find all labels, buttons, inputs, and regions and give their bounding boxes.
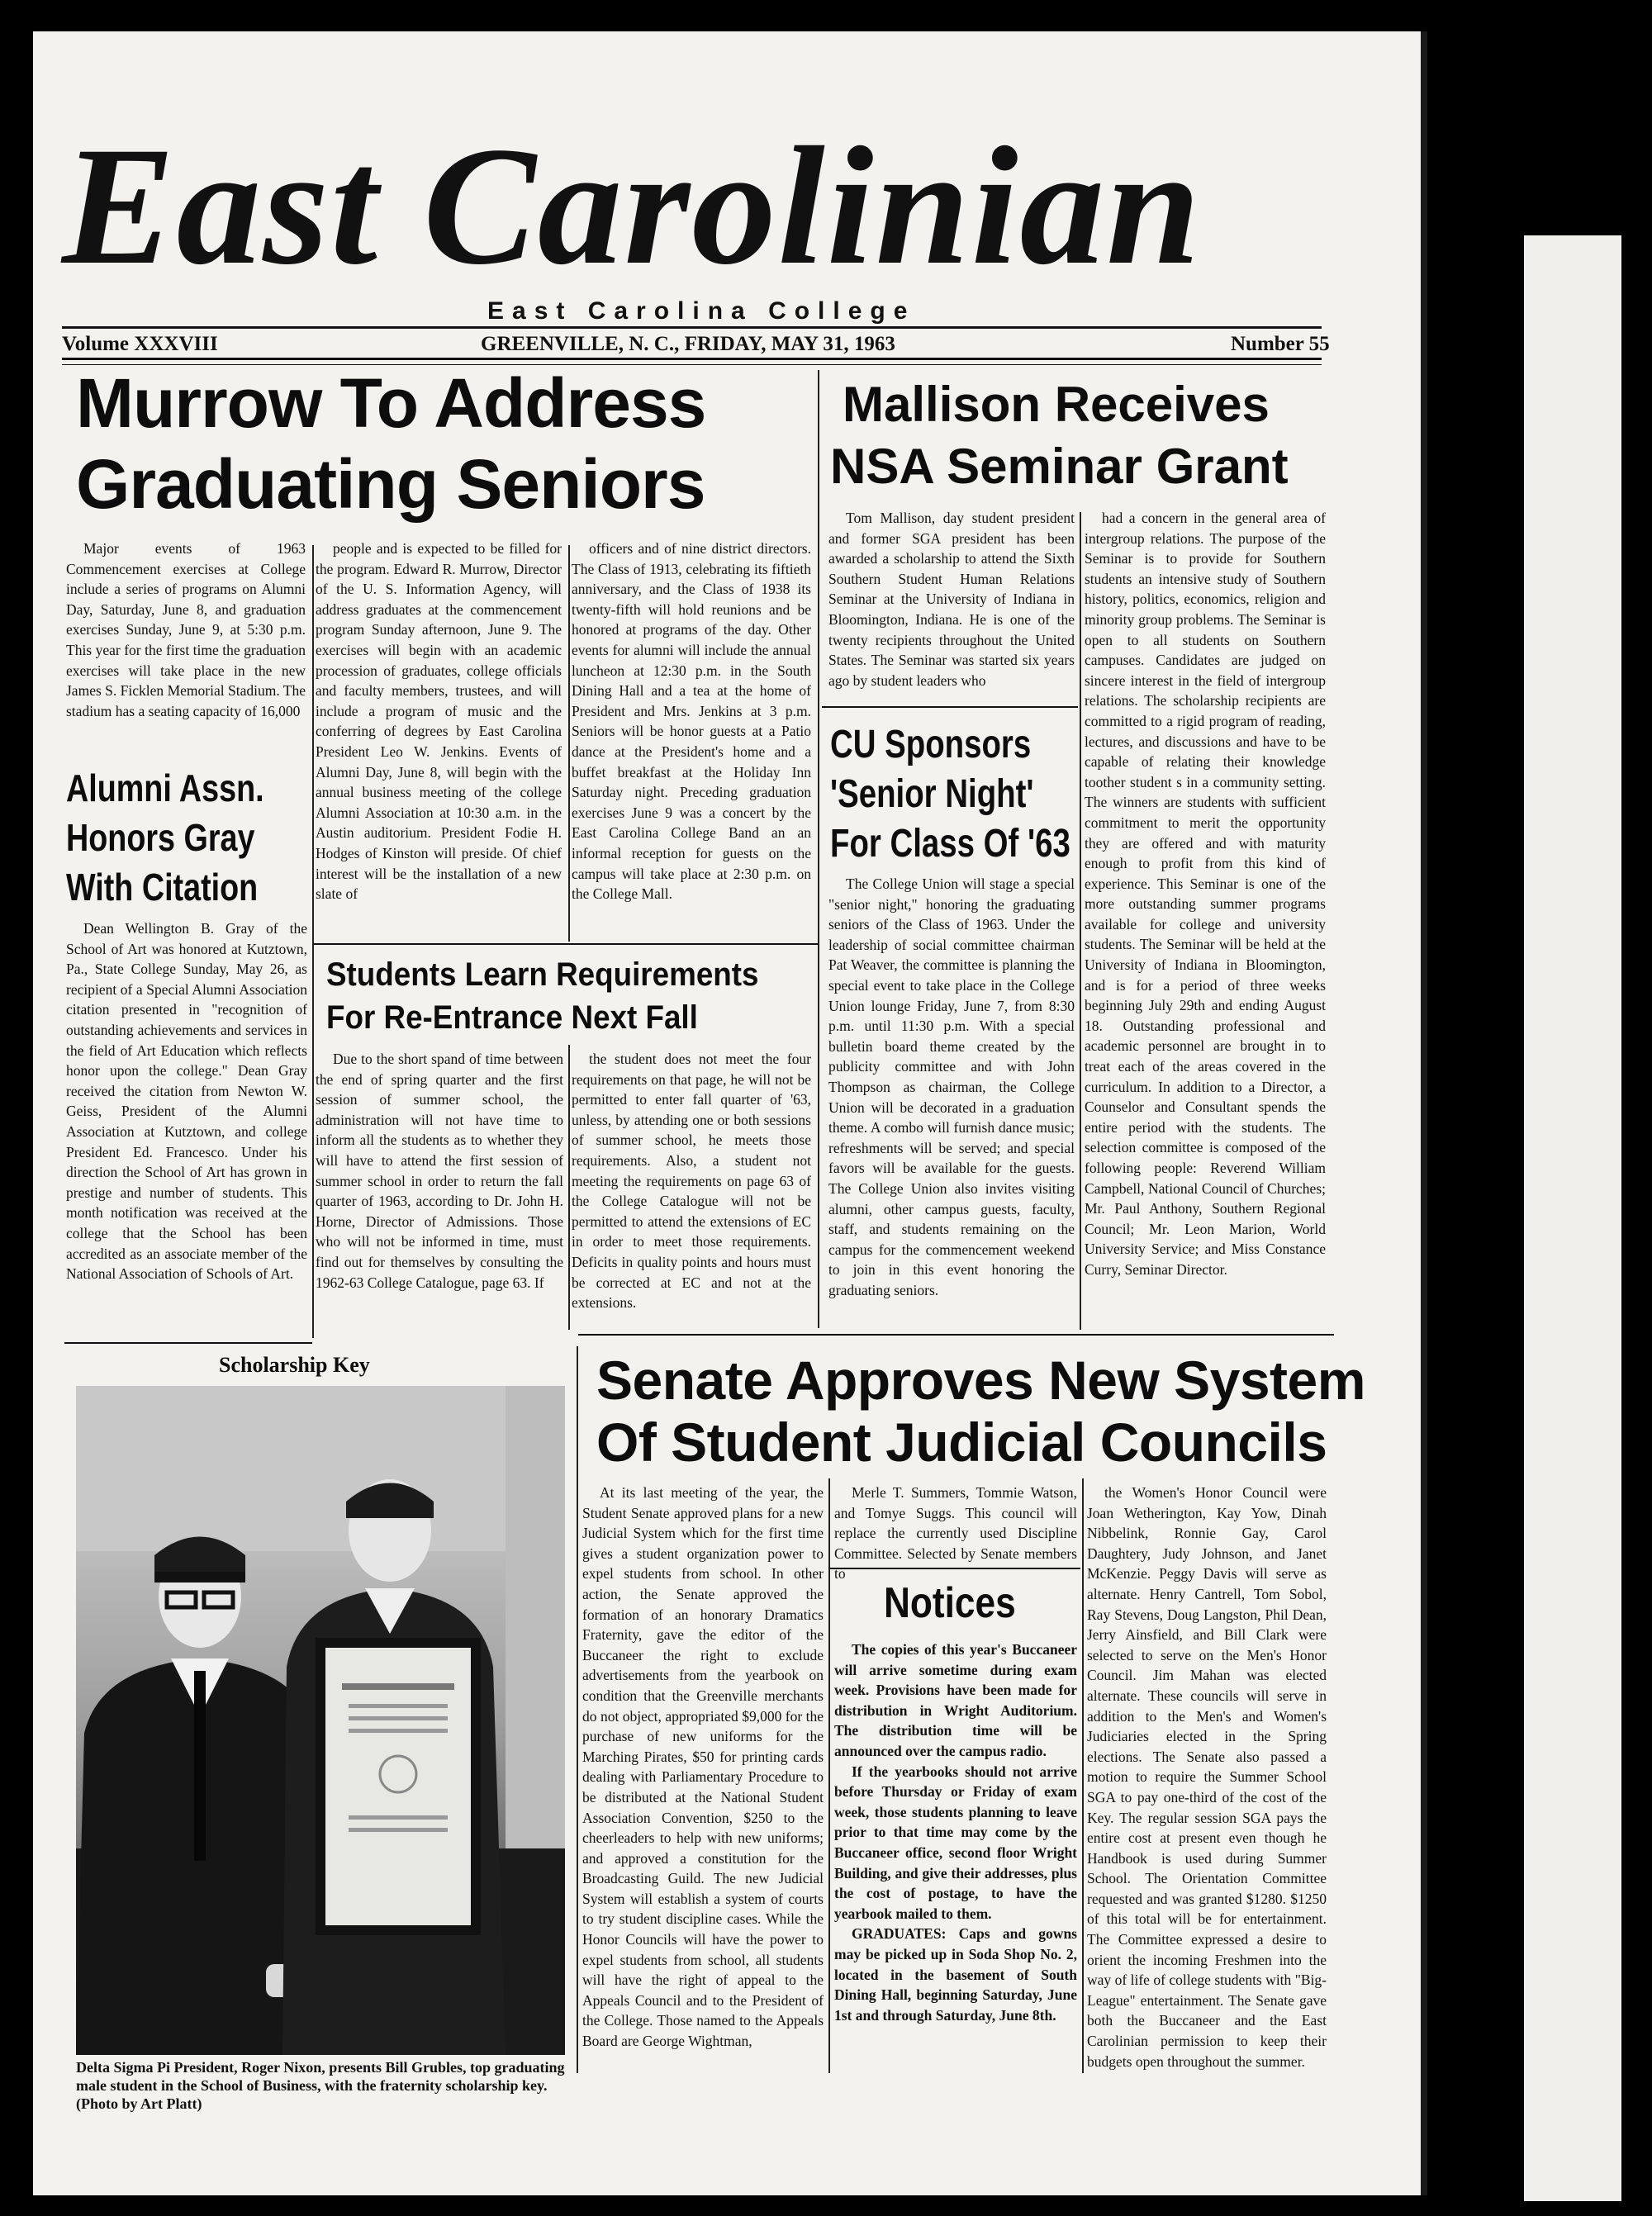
dateline: GREENVILLE, N. C., FRIDAY, MAY 31, 1963 <box>481 333 895 355</box>
masthead-rule-top <box>62 326 1322 329</box>
cu-body-text: The College Union will stage a special "senior night," honoring the graduating seniors of the Class of 1963. Under the leadership of social committee chairman Pat Weaver, the committee is planning the special event to take place in the College Union lounge Friday, June 7, from 8:30 p.m. until 11:30 p.m. With a special bulletin board theme created by the publicity committee and with John Thompson as chairman, the College Union will be decorated in a graduation theme. A combo will furnish dance music; refreshments will be served; and special favors will be available for the guests. The College Union also invites visiting alumni, other campus guests, faculty, staff, and students remaining on the campus for the commencement weekend to join in this event honoring the graduating seniors. <box>828 875 1075 1298</box>
binding-edge <box>1421 31 1427 2195</box>
murrow-col-3 <box>572 539 811 942</box>
notice-caps-gowns: GRADUATES: Caps and gowns may be picked up in Soda Shop No. 2, located in the basement of South Dining Hall, beginning Saturday, June 1st and through Saturday, June 8th. <box>834 1925 1077 2024</box>
murrow-headline-2: Graduating Seniors <box>76 445 705 523</box>
adjacent-page-edge <box>1524 235 1621 2201</box>
mallison-headline-1: Mallison Receives <box>843 377 1270 432</box>
column-rule <box>1080 512 1081 1330</box>
mallison-col-1 <box>828 508 1075 705</box>
section-rule <box>822 706 1078 708</box>
murrow-col-1-text: Major events of 1963 Commencement exercises at College include a series of programs on Alumni Day, Saturday, June 8, and graduation exercises Sunday, June 9, at 5:30 p.m. This year for the first time the graduation exercises will take place in the new James S. Ficklen Memorial Stadium. The stadium has a seating capacity of 16,000 <box>66 540 306 719</box>
senate-col-2-top-text: Merle T. Summers, Tommie Watson, and Tomye Suggs. This council will replace the currently used Discipline Committee. Selected by Senate members to <box>834 1484 1077 1583</box>
volume-label: Volume XXXVIII <box>62 333 218 355</box>
section-rule <box>64 1342 312 1344</box>
masthead-title: East Carolinian <box>62 112 1203 300</box>
section-rule <box>314 943 818 945</box>
mallison-col-2-text: had a concern in the general area of intergroup relations. The purpose of the Seminar is to provide for Southern students an intensive study of Southern history, politics, economics, religion and minority group problems. The Seminar is open to all students on Southern campuses. Candidates are judged on sincere interest in the field of intergroup relations. The scholarship recipients are committed to a rigid program of reading, lectures, and discussions and have to be capable of relating their knowledge toother student s in a community setting. The winners are students with sufficient commitment to merit the opportunity they are offered and with maturity enough to profit from this kind of experience. This Seminar is one of the more outstanding summer programs available for college and university students. The Seminar will be held at the University of Indiana in Bloomington, and is for a period of three weeks beginning July 29th and ending August 18. Outstanding professional and academic personnel are brought in to treat each of the areas covered in the curriculum. In addition to a Director, a Counselor and Consultant spends the entire period with the students. The selection committee is composed of the following people: Reverend William Campbell, National Council of Churches; Mr. Paul Anthony, Southern Regional Council; Mr. Leon Marion, World University Service; and Miss Constance Curry, Seminar Director. <box>1085 510 1326 1278</box>
column-rule <box>818 370 819 1328</box>
cu-body <box>828 874 1075 1330</box>
photo-title: Scholarship Key <box>219 1353 370 1377</box>
mallison-col-1-text: Tom Mallison, day student president and former SGA president has been awarded a scholarship to attend the Sixth Southern Student Human Relations Seminar at the University of Indiana in Bloomington, Indiana. He is one of the twenty recipients throughout the United States. The Seminar was started six years ago by student leaders who <box>828 510 1075 689</box>
murrow-col-2 <box>316 539 562 942</box>
alumni-headline-3: With Citation <box>66 866 259 909</box>
photo-credit: (Photo by Art Platt) <box>76 2095 202 2112</box>
section-rule <box>578 1334 1334 1336</box>
cu-headline-1: CU Sponsors <box>830 723 1032 766</box>
murrow-col-3-text: officers and of nine district directors. The Class of 1913, celebrating its fiftieth anniversary, and the Class of 1938 its twenty-fifth will hold reunions and be honored at programs of the day. Other events for alumni will include the annual luncheon at 12:30 p.m. in the South Dining Hall and a tea at the home of President and Mrs. Jenkins at 3 p.m. Seniors will be honor guests at a Patio dance at the President's home and a buffet breakfast at the Holiday Inn Saturday night. Preceding graduation exercises June 9 was a concert by the East Carolina College Band an an informal reception for guests on the campus will take place at 2:30 p.m. on the College Mall. <box>572 540 811 903</box>
masthead-college: East Carolina College <box>487 297 916 325</box>
notices-headline: Notices <box>884 1579 1016 1627</box>
cu-headline-2: 'Senior Night' <box>830 772 1034 816</box>
photo-caption <box>76 2058 572 2113</box>
murrow-col-2-text: people and is expected to be filled for the program. Edward R. Murrow, Director of the U. S. Information Agency, will address graduates at the commencement program Sunday afternoon, June 9. The exercises will begin with an academic procession of graduates, college officials and faculty members, trustees, and will include a program of music and the conferring of degrees by East Carolina President Leo W. Jenkins. Events of Alumni Day, June 8, will begin with the annual business meeting of the college Alumni Association at 10:30 a.m. in the Austin auditorium. President Fodie H. Hodges of Kinston will preside. Of chief interest will be the installation of a new slate of <box>316 540 562 903</box>
notice-yearbook-mailing: If the yearbooks should not arrive before Thursday or Friday of exam week, those students planning to leave prior to that time may come by the Buccaneer office, second floor Wright Building, and give their addresses, plus the cost of postage, to have the yearbook mailed to them. <box>834 1763 1077 1922</box>
reentrance-headline-1: Students Learn Requirements <box>326 956 759 993</box>
column-rule <box>312 545 314 1338</box>
senate-headline-2: Of Student Judicial Councils <box>596 1412 1327 1473</box>
alumni-headline-1: Alumni Assn. <box>66 766 264 809</box>
column-rule <box>568 1045 570 1330</box>
senate-col-1-text: At its last meeting of the year, the Student Senate approved plans for a new Judicial System which for the first time gives a student organization power to expel students from school. In other action, the Senate approved the formation of an honorary Dramatics Fraternity, gave the editor of the Buccaneer the right to exclude advertisements from the yearbook on condition that the Greenville merchants do not object, appropriated $9,000 for the purchase of new uniforms for the Marching Pirates, $50 for printing cards dealing with Parliamentary Procedure to be distributed at the National Student Association Convention, $250 to the cheerleaders to help with new uniforms; and approved a constitution for the Broadcasting Guild. The new Judicial System will establish a system of courts to try student discipline cases. While the Honor Councils will have the power to expel students from school, all students will have the right of appeal to the Appeals Council and to the President of the College. Those named to the Appeals Board are George Wightman, <box>582 1484 824 2050</box>
cu-headline-3: For Class Of '63 <box>830 822 1070 866</box>
murrow-headline-1: Murrow To Address <box>76 364 706 442</box>
alumni-body <box>66 918 307 1336</box>
photo-illustration <box>76 1386 565 2055</box>
reentrance-col-1-text: Due to the short spand of time between the end of spring quarter and the first session of summer school, the administration will not have time to inform all the students as to whether they will have to attend the first session of summer school in order to return the fall quarter of 1963, according to Dr. John H. Horne, Director of Admissions. Those who will not be informed in time, must find out for themselves by consulting the 1962-63 College Catalogue, page 63. If <box>316 1051 563 1291</box>
notice-yearbook-arrival: The copies of this year's Buccaneer will arrive sometime during exam week. Provisions have been made for distribution in Wright Auditorium. The distribution time will be announced over the campus radio. <box>834 1641 1077 1759</box>
mallison-headline-2: NSA Seminar Grant <box>830 439 1289 494</box>
column-rule <box>568 545 570 942</box>
column-rule <box>1082 1478 1084 2073</box>
reentrance-col-2-text: the student does not meet the four requirements on that page, he will not be permitted to enter fall quarter of '63, unless, by attending one or both sessions of summer school, he meets those requirements. Also, a student not meeting the requirements on page 63 of the College Catalogue will not be permitted to attend the extensions of EC in order to meet those requirements. Deficits in quality points and hours must be corrected at EC and not at the extensions. <box>572 1051 811 1312</box>
scholarship-key-photo <box>76 1386 565 2055</box>
notices-body <box>834 1639 1077 2073</box>
issue-number: Number 55 <box>1231 333 1330 355</box>
photo-caption-text: Delta Sigma Pi President, Roger Nixon, presents Bill Grubles, top graduating male student in the School of Business, with the fraternity scholarship key. <box>76 2059 565 2094</box>
reentrance-col-1 <box>316 1049 563 1330</box>
masthead-rule-bottom <box>62 358 1322 360</box>
column-rule <box>577 1346 578 2073</box>
alumni-headline-2: Honors Gray <box>66 816 255 859</box>
reentrance-headline-2: For Re-Entrance Next Fall <box>326 999 698 1036</box>
alumni-body-text: Dean Wellington B. Gray of the School of Art was honored at Kutztown, Pa., State College Sunday, May 26, as recipient of a Special Alumni Association citation presented in "recognition of outstanding achievements and services in the field of Art Education which reflects honor upon the college." Dean Gray received the citation from Newton W. Geiss, President of the Alumni Association at Kutztown, and college President Ed. Francesco. Under his direction the School of Art has grown in prestige and number of students. This month notification was received at the college that the School has been accredited as an associate member of the National Association of Schools of Art. <box>66 920 307 1283</box>
senate-col-3 <box>1087 1483 1327 2073</box>
senate-headline-1: Senate Approves New System <box>596 1350 1365 1411</box>
mallison-col-2 <box>1085 508 1326 1330</box>
senate-col-3-text: the Women's Honor Council were Joan Wetherington, Kay Yow, Dinah Nibbelink, Ronnie Gay, Carol Daughtery, Judy Johnson, and Janet McKenzie. Peggy Davis will serve as alternate. Henry Cantrell, Tom Sobol, Ray Stevens, Doug Langston, Phil Dean, Jerry Ainsfield, and Bill Clark were selected to serve on the Men's Honor Council. Jim Mahan was elected alternate. These councils will serve in addition to the Men's and Women's Judiciaries elected in the Spring elections. The Senate also passed a motion to require the Summer School SGA to pay one-third of the cost of the Key. The regular session SGA pays the entire cost at present even though he Handbook is used during Summer School. The Orientation Committee requested and was granted $1280. $1250 of this total will be for entertainment. The Committee expressed a desire to orient the incoming Freshmen into the way of life of college students with "Big-League" entertainment. The Senate gave both the Buccaneer and the East Carolinian permission to keep their budgets open throughout the summer. <box>1087 1484 1327 2070</box>
reentrance-col-2 <box>572 1049 811 1330</box>
senate-col-1 <box>582 1483 824 2073</box>
senate-col-2-top <box>834 1483 1077 1583</box>
